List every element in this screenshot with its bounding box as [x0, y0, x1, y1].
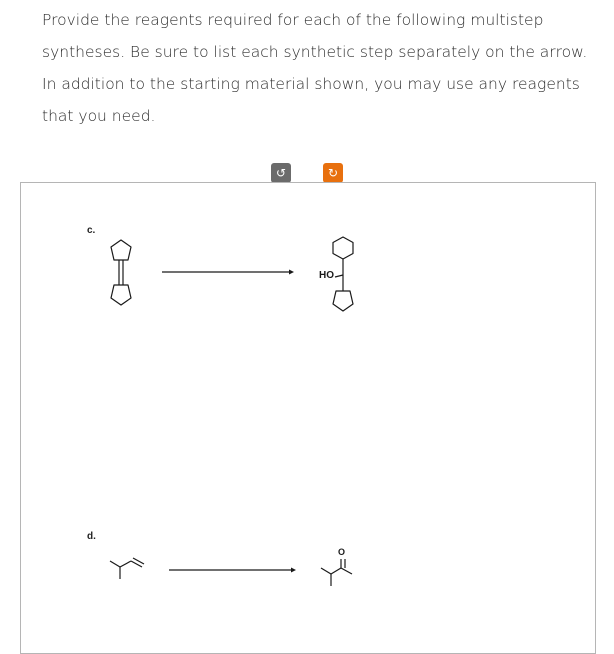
carbonyl-oxygen-label: O — [338, 547, 346, 557]
starting-material-c — [111, 240, 131, 305]
drawing-canvas[interactable] — [20, 182, 596, 654]
product-d — [321, 547, 352, 586]
undo-icon: ↺ — [275, 166, 287, 180]
redo-button[interactable] — [323, 163, 343, 183]
starting-material-d — [110, 558, 144, 579]
part-label-d: d. — [87, 531, 96, 542]
reaction-arrow-c — [162, 270, 294, 275]
redo-icon: ↻ — [327, 166, 339, 180]
hydroxyl-label: HO — [319, 270, 334, 281]
product-c — [319, 237, 353, 311]
reaction-arrow-d — [169, 568, 296, 573]
part-label-c: c. — [87, 225, 96, 236]
question-text: Provide the reagents required for each of the following multistep syntheses. Be sure to list each synthetic step separately on the arrow. In addition to the starting material shown, you may use any reagents that you need. — [42, 11, 588, 125]
undo-button[interactable] — [271, 163, 291, 183]
